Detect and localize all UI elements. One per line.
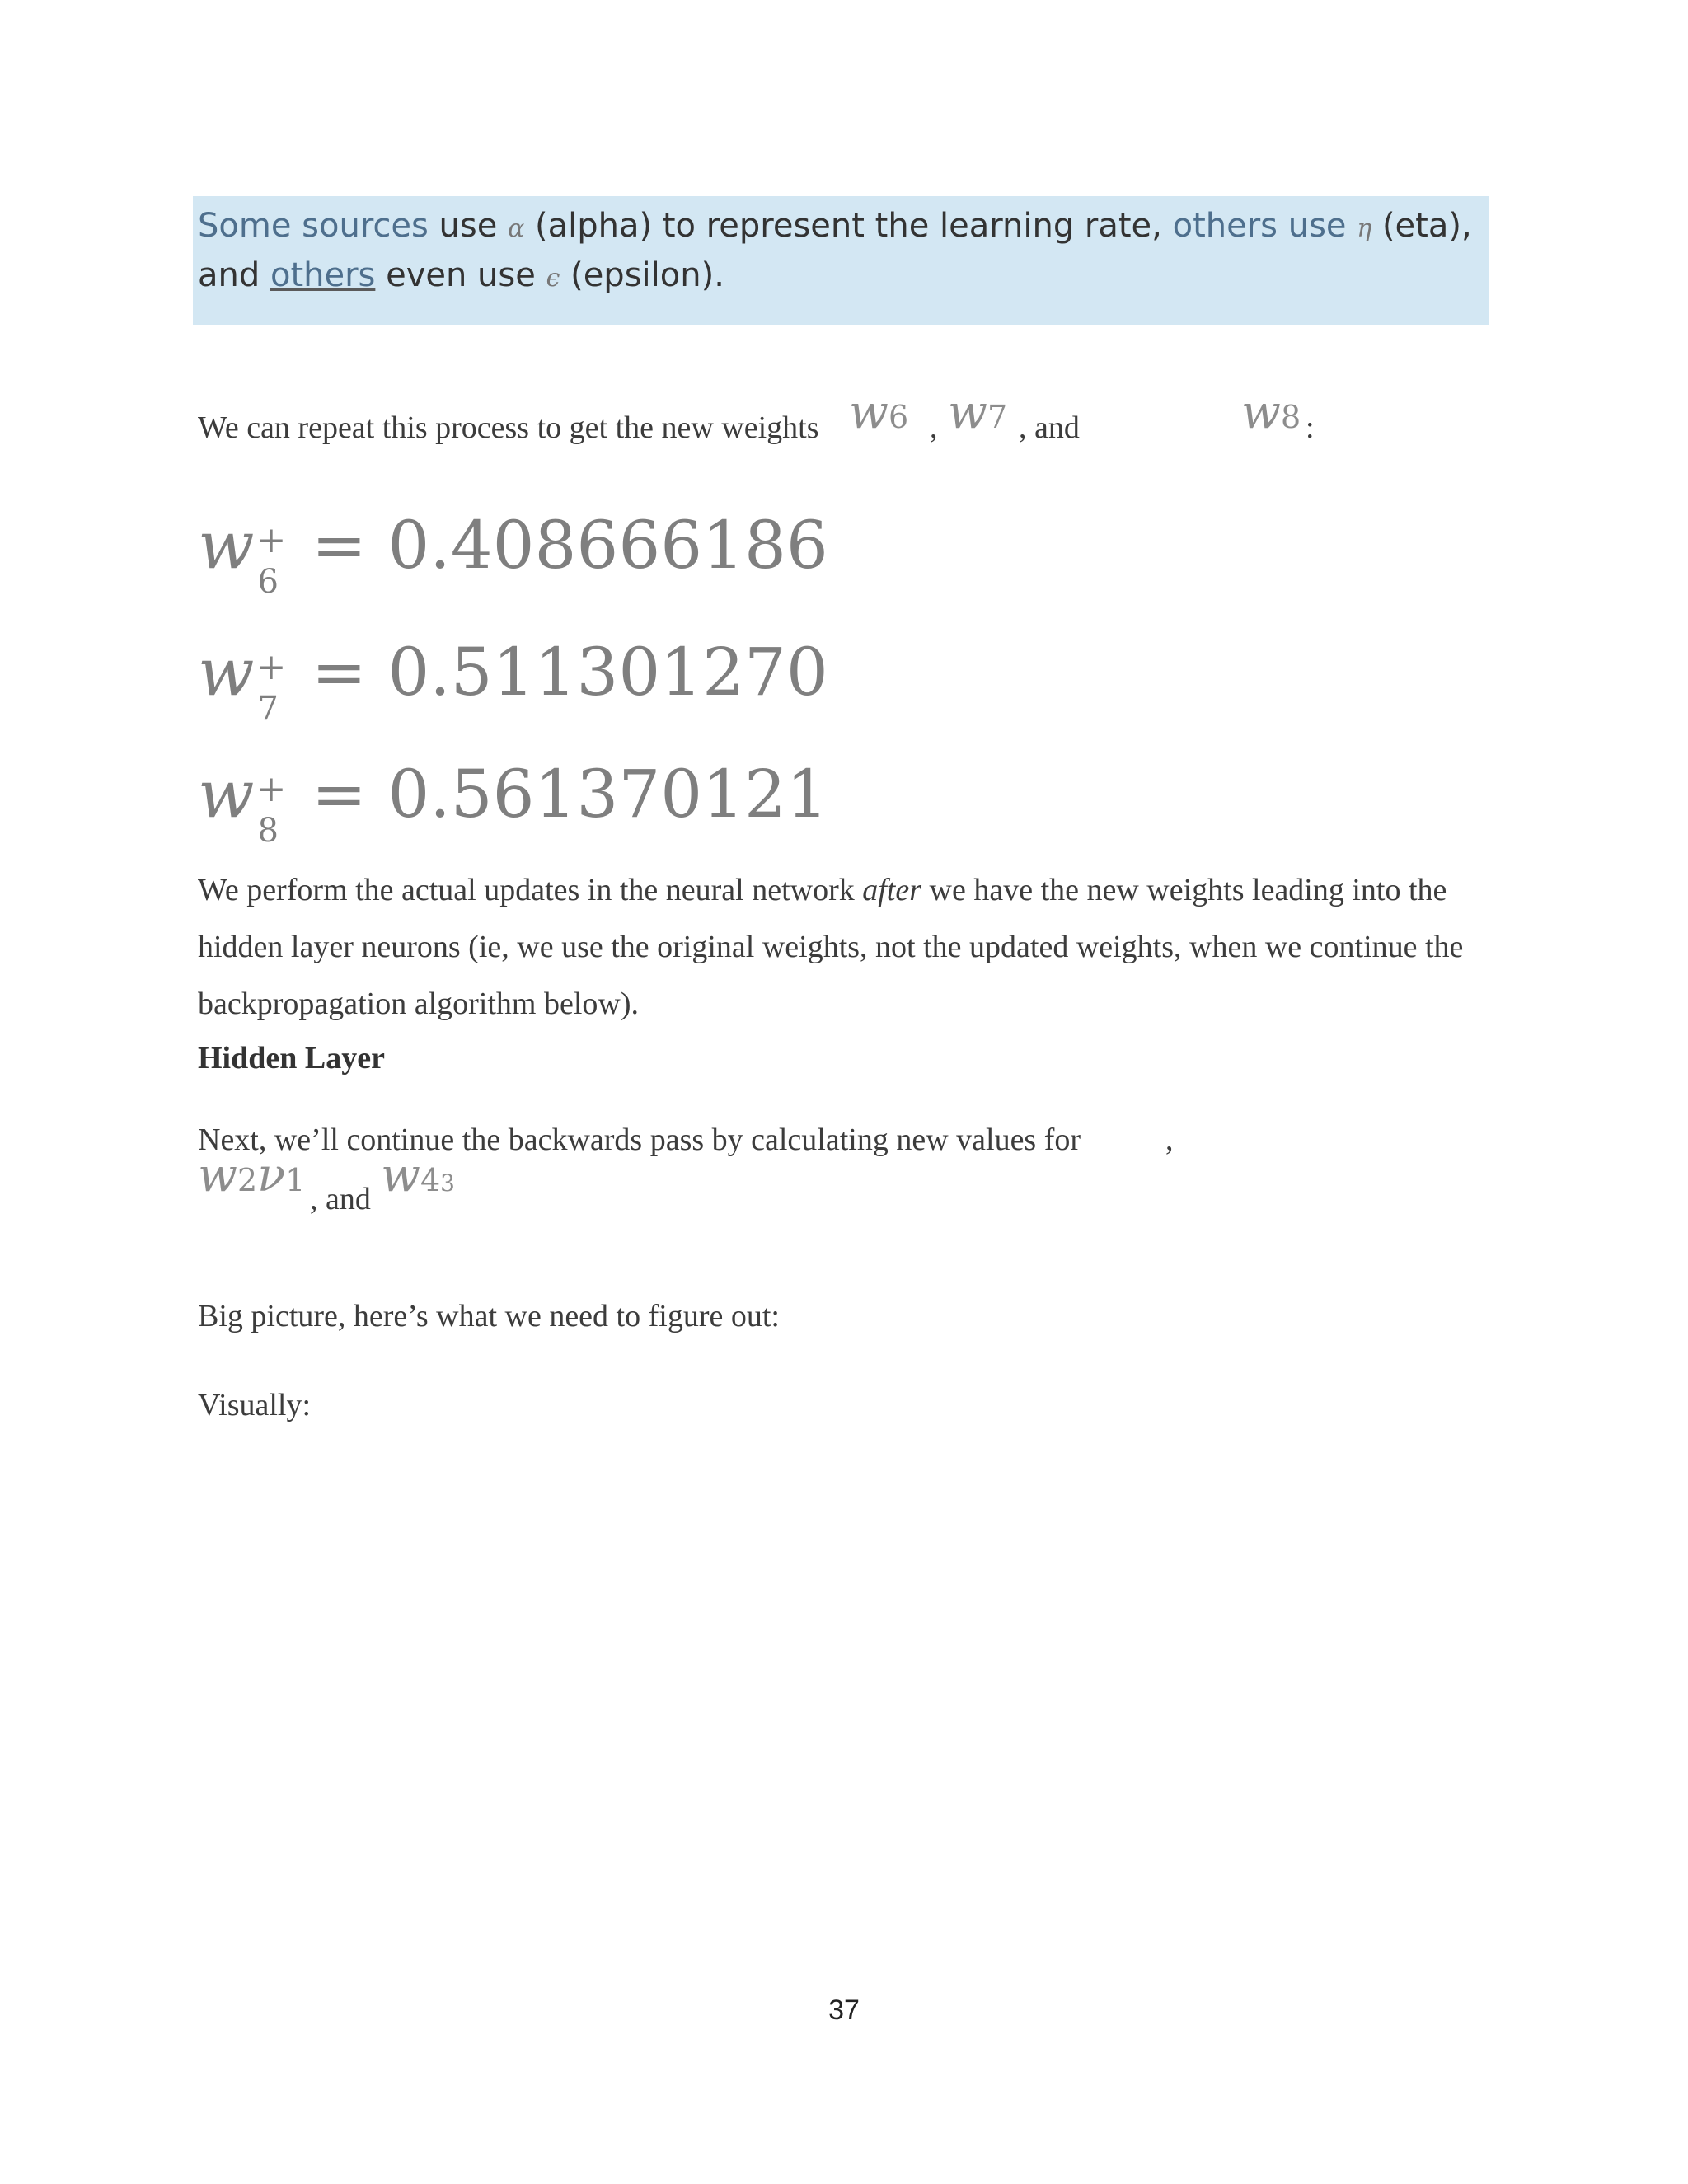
callout-alpha-text: (alpha) to represent the learning rate, (524, 207, 1173, 245)
visually-text: Visually: (198, 1388, 312, 1422)
next-line-text: Next, we’ll continue the backwards pass by calculating new values for (198, 1122, 1081, 1157)
repeat-process-text: We can repeat this process to get the new weights (198, 410, 819, 445)
alpha-symbol: α (508, 214, 525, 243)
after-emphasis: after (862, 873, 922, 907)
eta-symbol: η (1357, 214, 1372, 243)
repeat-comma: , (930, 410, 938, 445)
callout-even-use: even use (375, 256, 546, 294)
epsilon-symbol: ϵ (546, 264, 560, 293)
w8-value: 0.561370121 (387, 756, 828, 832)
w8-symbol: w8 (1241, 386, 1301, 439)
callout-use: use (428, 207, 509, 245)
next-line-comma: , (1165, 1122, 1174, 1157)
hidden-layer-heading: Hidden Layer (198, 1041, 385, 1076)
w7-value: 0.511301270 (387, 634, 828, 710)
callout-epsilon-text: (epsilon). (560, 256, 724, 294)
page-number: 37 (828, 1994, 860, 2026)
callout-and: and (198, 256, 270, 294)
w4-symbol: w43 (381, 1149, 455, 1202)
equation-w6: w + 6 = 0.408666186 (198, 507, 828, 601)
next-line-and: , and (310, 1182, 371, 1216)
big-picture-text: Big picture, here’s what we need to figure out: (198, 1299, 780, 1333)
update-paragraph: We perform the actual updates in the neural network after we have the new weights leading into the hidden layer neurons (ie, we use the original weights, not the updated weights, when we continue the backpropagation algorithm below). (198, 873, 1464, 1021)
callout-eta-text: (eta), (1372, 207, 1472, 245)
equation-w8: w + 8 = 0.561370121 (198, 756, 828, 850)
repeat-and: , and (1019, 410, 1080, 445)
w2-nu1-symbol: w2ν1 (198, 1149, 306, 1202)
learning-rate-callout (193, 196, 1489, 325)
repeat-colon: : (1306, 410, 1315, 445)
callout-others: others (270, 256, 376, 294)
equation-w7: w + 7 = 0.511301270 (198, 634, 828, 728)
w6-symbol: w6 (849, 386, 909, 439)
callout-others-use: others use (1172, 207, 1357, 245)
w7-symbol: w7 (948, 386, 1008, 439)
w6-value: 0.408666186 (387, 507, 828, 583)
callout-some-sources: Some sources (198, 207, 429, 245)
